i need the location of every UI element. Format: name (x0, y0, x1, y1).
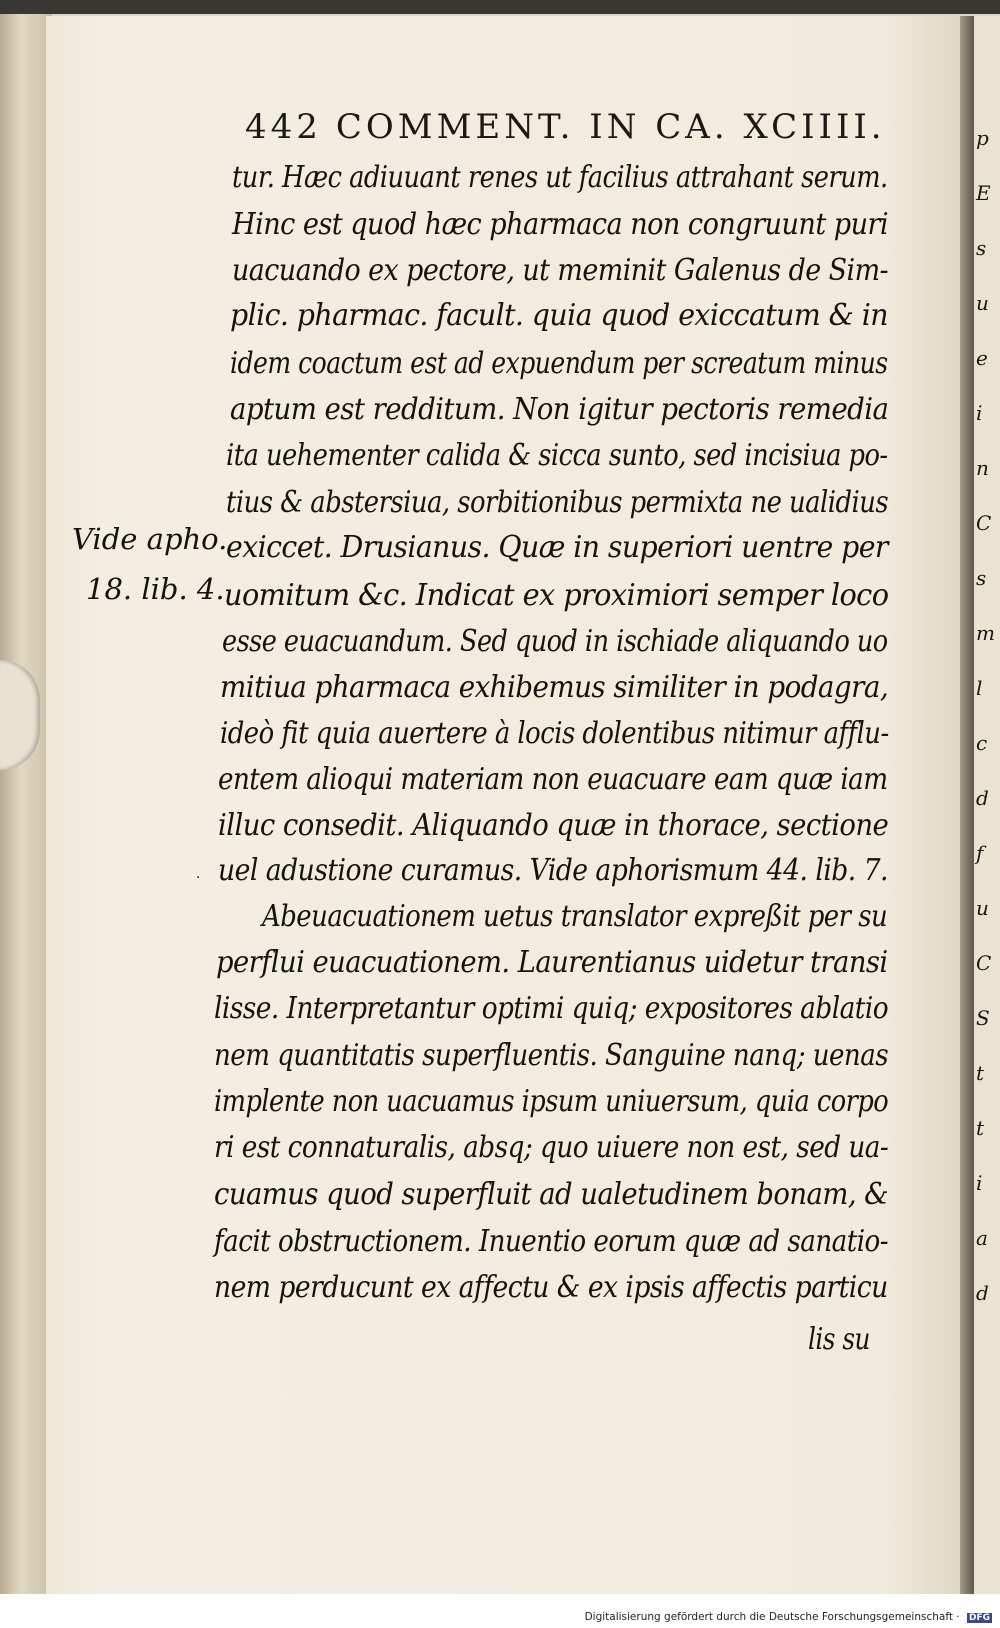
dfg-logo: DFG (968, 1613, 990, 1623)
text-line: esse euacuandum. Sed quod in ischiade aliquando uo (222, 624, 888, 658)
facing-page-letter: c (976, 731, 988, 755)
facing-page-letter: f (976, 841, 984, 865)
text-line: uacuando ex pectore, ut meminit Galenus de Sim- (232, 253, 889, 287)
text-line: entem alioqui materiam non euacuare eam quæ iam (218, 762, 888, 796)
facing-page-letter: s (976, 236, 987, 260)
running-title: COMMENT. IN CA. XCIIII. (335, 107, 886, 147)
text-line: perflui euacuationem. Laurentianus uidetur transi (216, 945, 888, 979)
page-number: 442 (245, 107, 322, 147)
facing-page-fragment (974, 16, 1000, 1594)
facing-page-letter: C (976, 951, 992, 975)
text-line: ri est connaturalis, absq; quo uiuere non est, sed ua- (214, 1130, 889, 1164)
page-gutter (960, 16, 974, 1594)
text-line: nem quantitatis superfluentis. Sanguine nanq; uenas (214, 1038, 889, 1072)
text-line: ita uehementer calida & sicca sunto, sed incisiua po- (226, 438, 888, 472)
facing-page-letter: a (976, 1226, 988, 1250)
text-line: lisse. Interpretantur optimi quiq; expositores ablatio (214, 991, 889, 1025)
facing-page-letter: i (976, 401, 983, 425)
facing-page-letter: u (976, 291, 989, 315)
facing-page-letter: l (976, 676, 983, 700)
text-line: idem coactum est ad expuendum per screatum minus (230, 346, 888, 380)
digitization-credit: Digitalisierung gefördert durch die Deutsche Forschungsgemeinschaft · DFG (584, 1611, 990, 1623)
text-line: aptum est redditum. Non igitur pectoris remedia (230, 392, 889, 426)
facing-page-letter: n (976, 456, 989, 480)
stray-dot: · (196, 870, 201, 886)
margin-note-line-1: Vide apho. (72, 522, 228, 556)
book-page-edges (0, 14, 52, 1594)
facing-page-letter: E (976, 181, 991, 205)
text-line: mitiua pharmaca exhibemus similiter in podagra, (220, 670, 889, 704)
text-line: plic. pharmac. facult. quia quod exiccatum & in (230, 298, 888, 332)
text-line: Abeuacuationem uetus translator expreßit per su (262, 899, 888, 933)
facing-page-letter: p (976, 126, 989, 150)
text-line: illuc consedit. Aliquando quæ in thorace, sectione (218, 808, 889, 842)
text-line: Hinc est quod hæc pharmaca non congruunt puri (232, 207, 889, 241)
text-line: uomitum &c. Indicat ex proximiori semper loco (224, 578, 889, 612)
facing-page-letter: d (976, 1281, 989, 1305)
text-line: ideò fit quia auertere à locis dolentibus nitimur afflu- (220, 716, 889, 750)
running-head (245, 107, 895, 157)
margin-note-line-2: 18. lib. 4. (86, 572, 225, 606)
text-line: nem perducunt ex affectu & ex ipsis affectis particu (214, 1270, 888, 1304)
text-line: uel adustione curamus. Vide aphorismum 44. lib. 7. (218, 853, 888, 887)
text-line: tius & abstersiua, sorbitionibus permixta ne ualidius (226, 485, 889, 519)
facing-page-letter: u (976, 896, 989, 920)
facing-page-letter: t (976, 1061, 985, 1085)
facing-page-letter: e (976, 346, 988, 370)
text-line: facit obstructionem. Inuentio eorum quæ ad sanatio- (214, 1224, 889, 1258)
text-line: cuamus quod superfluit ad ualetudinem bonam, & (214, 1177, 889, 1211)
facing-page-letter: C (976, 511, 992, 535)
facing-page-letter: s (976, 566, 987, 590)
scan-border-top (0, 0, 1000, 14)
text-line: exiccet. Drusianus. Quæ in superiori uentre per (226, 530, 888, 564)
facing-page-letter: i (976, 1171, 983, 1195)
facing-page-letter: d (976, 786, 989, 810)
text-line: implente non uacuamus ipsum uniuersum, quia corpo (214, 1084, 889, 1118)
facing-page-letter: m (976, 621, 995, 645)
text-line: tur. Hæc adiuuant renes ut facilius attrahant serum. (232, 160, 888, 194)
facing-page-letter: S (976, 1006, 990, 1030)
credit-text: Digitalisierung gefördert durch die Deutsche Forschungsgemeinschaft (584, 1611, 953, 1623)
catchword: lis su (808, 1322, 870, 1356)
facing-page-letter: t (976, 1116, 985, 1140)
